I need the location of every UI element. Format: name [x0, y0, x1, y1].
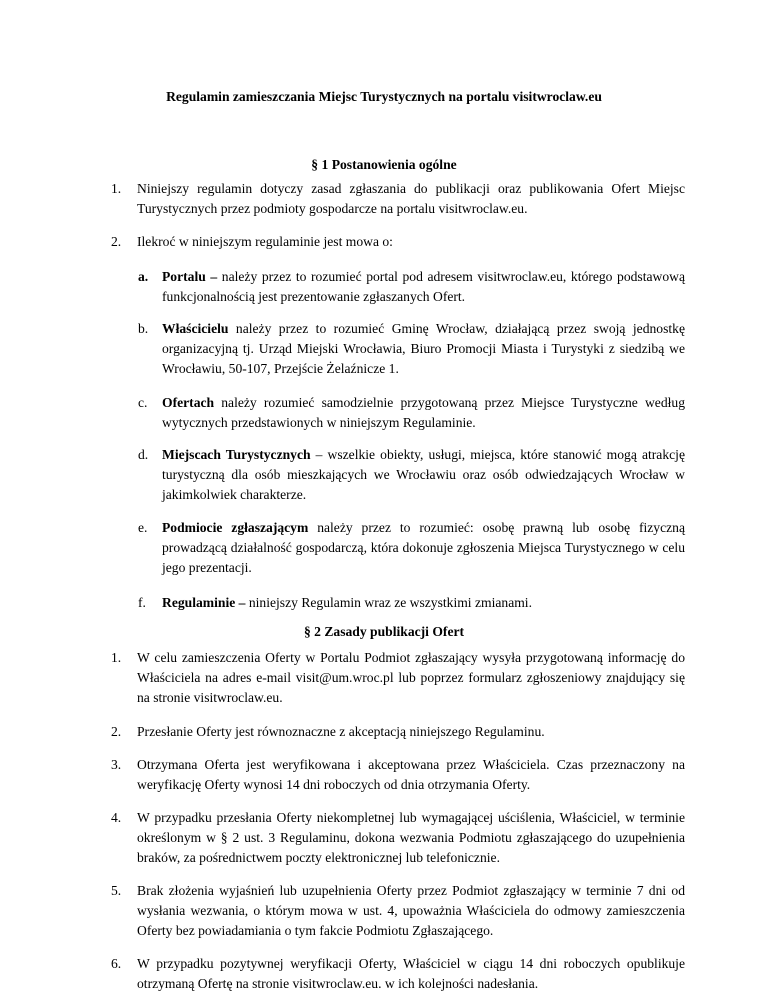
definition-d	[138, 445, 685, 505]
definition-letter: b.	[138, 321, 149, 336]
section-2-heading: § 2 Zasady publikacji Ofert	[303, 624, 465, 639]
item-number: 2.	[111, 724, 122, 739]
definition-f	[138, 593, 685, 613]
item-text: Ilekroć w niniejszym regulaminie jest mowa o:	[137, 234, 393, 249]
definition-letter: a.	[138, 269, 149, 284]
section-2-item-1	[111, 648, 685, 708]
definition-term: Ofertach	[162, 395, 215, 410]
item-text: Brak złożenia wyjaśnień lub uzupełnienia Oferty przez Podmiot zgłaszający w terminie 7 dni od wysłania wezwania, o którym mowa w ust. 4, upoważnia Właściciela do odmowy zamieszczenia Oferty bez powiadamiania o tym fakcie Podmiotu Zgłaszającego.	[137, 883, 685, 938]
definition-term: Miejscach Turystycznych	[162, 447, 311, 462]
definition-text: – wszelkie obiekty, usługi, miejsca, które stanowić mogą atrakcję turystyczną dla osób mieszkających we Wrocławiu oraz osób odwiedzających Wrocław w jakimkolwiek charakterze.	[162, 447, 685, 502]
item-number: 5.	[111, 883, 122, 898]
definition-letter: e.	[138, 520, 148, 535]
definition-term: Podmiocie zgłaszającym	[162, 520, 309, 535]
section-2-item-4	[111, 808, 685, 868]
section-2-item-5	[111, 881, 685, 941]
section-1-item-1	[111, 179, 685, 219]
item-number: 1.	[111, 181, 122, 196]
item-text: W przypadku pozytywnej weryfikacji Oferty, Właściciel w ciągu 14 dni roboczych opublikuje otrzymaną Ofertę na stronie visitwroclaw.eu. w ich kolejności nadesłania.	[137, 956, 685, 991]
definition-text: należy przez to rozumieć Gminę Wrocław, działającą przez swoją jednostkę organizacyjną tj. Urząd Miejski Wrocławia, Biuro Promocji Miasta i Turystyki z siedzibą we Wrocławiu, 50-107, Przejście Żelaźnicze 1.	[162, 321, 685, 376]
section-2-item-6	[111, 954, 685, 994]
item-number: 3.	[111, 757, 122, 772]
definition-text: należy przez to rozumieć portal pod adresem visitwroclaw.eu, którego podstawową funkcjonalnością jest prezentowanie zgłaszanych Ofert.	[162, 269, 685, 304]
definition-c	[138, 393, 685, 433]
definition-text: należy przez to rozumieć: osobę prawną lub osobę fizyczną prowadzącą działalność gospodarczą, która dokonuje zgłoszenia Miejsca Turystycznego w celu jego prezentacji.	[162, 520, 685, 575]
definition-text: należy rozumieć samodzielnie przygotowaną przez Miejsce Turystyczne według wytycznych przedstawionych w niniejszym Regulaminie.	[162, 395, 685, 430]
item-number: 6.	[111, 956, 122, 971]
definition-e	[138, 518, 685, 578]
document-title: Regulamin zamieszczania Miejsc Turystycznych na portalu visitwroclaw.eu	[166, 89, 602, 104]
section-1-heading: § 1 Postanowienia ogólne	[311, 157, 457, 172]
section-2-item-3	[111, 755, 685, 795]
definition-letter: d.	[138, 447, 149, 462]
section-1-item-2	[111, 232, 685, 252]
item-number: 4.	[111, 810, 122, 825]
definition-term: Portalu –	[162, 269, 218, 284]
item-text: Przesłanie Oferty jest równoznaczne z akceptacją niniejszego Regulaminu.	[137, 724, 545, 739]
definition-term: Regulaminie –	[162, 595, 246, 610]
definition-term: Właścicielu	[162, 321, 229, 336]
definition-letter: f.	[138, 595, 146, 610]
item-number: 1.	[111, 650, 122, 665]
item-number: 2.	[111, 234, 122, 249]
definition-text: niniejszy Regulamin wraz ze wszystkimi zmianami.	[245, 595, 532, 610]
definition-b	[138, 319, 685, 379]
item-text: W przypadku przesłania Oferty niekompletnej lub wymagającej uściślenia, Właściciel, w terminie określonym w § 2 ust. 3 Regulaminu, dokona wezwania Podmiotu zgłaszającego do uzupełnienia braków, za pośrednictwem poczty elektronicznej lub telefonicznie.	[137, 810, 685, 865]
definition-letter: c.	[138, 395, 148, 410]
definition-a	[138, 267, 685, 307]
section-2-item-2	[111, 722, 685, 742]
item-text: W celu zamieszczenia Oferty w Portalu Podmiot zgłaszający wysyła przygotowaną informację do Właściciela na adres e-mail visit@um.wroc.pl lub poprzez formularz zgłoszeniowy znajdujący się na stronie visitwroclaw.eu.	[137, 650, 685, 705]
item-text: Otrzymana Oferta jest weryfikowana i akceptowana przez Właściciela. Czas przeznaczony na weryfikację Oferty wynosi 14 dni roboczych od dnia otrzymania Oferty.	[137, 757, 685, 792]
item-text: Niniejszy regulamin dotyczy zasad zgłaszania do publikacji oraz publikowania Ofert Miejsc Turystycznych przez podmioty gospodarcze na portalu visitwroclaw.eu.	[137, 181, 685, 216]
